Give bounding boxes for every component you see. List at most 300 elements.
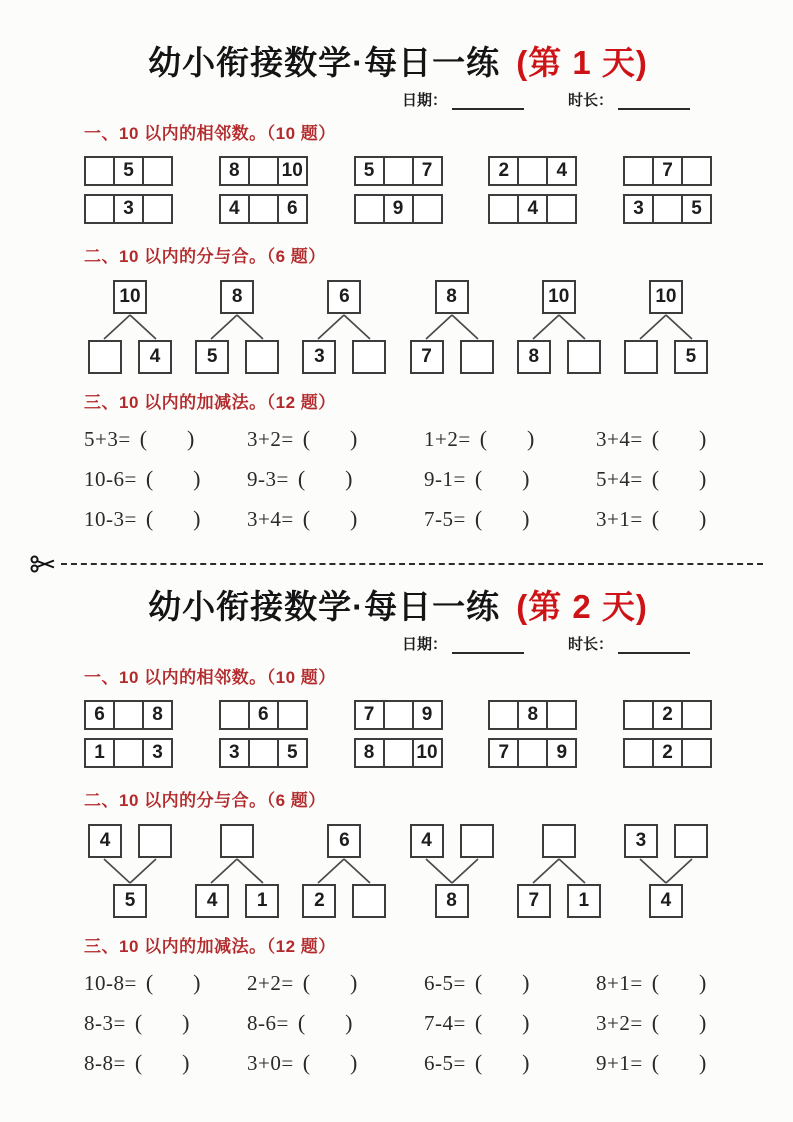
arithmetic-problem [596,506,712,532]
answer-blank[interactable] [659,1023,699,1024]
bond-trees-row [84,824,712,918]
given-number-cell: 3 [142,738,173,768]
expression: 8+1= [596,970,643,995]
paren-close: ) [193,466,201,491]
adjacent-numbers-strip [219,700,308,730]
arithmetic-grid [84,970,712,1076]
blank-answer-box[interactable] [674,824,708,858]
meta-row [84,87,712,110]
answer-blank[interactable] [310,519,350,520]
number-bond-tree [191,280,283,374]
arithmetic-problem [84,1050,247,1076]
paren-close: ) [522,1050,530,1075]
paren-close: ) [182,1050,190,1075]
adjacent-numbers-strip [219,738,308,768]
given-number-box: 1 [245,884,279,918]
given-number-box: 8 [435,884,469,918]
arithmetic-problem [424,466,596,492]
expression: 10-8= [84,970,137,995]
arithmetic-problem [596,1010,712,1036]
paren-close: ) [699,466,707,491]
tree-box-row [620,280,712,314]
adjacent-numbers-strip [84,156,173,186]
blank-answer-cell[interactable] [652,194,683,224]
arithmetic-problem [247,1010,424,1036]
blank-answer-cell[interactable] [546,194,577,224]
answer-blank[interactable] [305,479,345,480]
given-number-box: 10 [113,280,147,314]
paren-open: ( [145,506,154,531]
tree-box-row [191,884,283,918]
number-bond-tree [298,824,390,918]
blank-answer-box[interactable] [138,824,172,858]
neighbors-grid [84,156,712,224]
paren-open: ( [302,426,311,451]
answer-blank[interactable] [659,983,699,984]
number-bond-tree [406,824,498,918]
paren-open: ( [651,506,660,531]
paren-open: ( [134,1050,143,1075]
arithmetic-problem [424,1010,596,1036]
arithmetic-problem [596,466,712,492]
neighbors-row [84,156,712,186]
answer-blank[interactable] [153,983,193,984]
blank-answer-cell[interactable] [623,700,654,730]
date-label: 日期： [401,636,447,653]
blank-answer-cell[interactable] [354,194,385,224]
given-number-box: 5 [674,340,708,374]
given-number-box: 4 [88,824,122,858]
blank-answer-cell[interactable] [113,700,144,730]
adjacent-numbers-strip [623,738,712,768]
bond-connector-lines [406,314,498,340]
given-number-box: 8 [435,280,469,314]
paren-open: ( [651,970,660,995]
given-number-cell: 4 [517,194,548,224]
duration-blank-line[interactable] [618,639,690,654]
adjacent-numbers-strip [354,738,443,768]
given-number-cell: 2 [652,700,683,730]
arithmetic-problem [84,970,247,996]
given-number-box: 10 [649,280,683,314]
arithmetic-problem [84,466,247,492]
answer-blank[interactable] [482,1063,522,1064]
expression: 3+2= [596,1010,643,1035]
expression: 7-4= [424,1010,466,1035]
arithmetic-problem [596,426,712,452]
given-number-cell: 4 [546,156,577,186]
bond-trees-row [84,280,712,374]
given-number-cell: 10 [277,156,308,186]
blank-answer-cell[interactable] [142,156,173,186]
blank-answer-cell[interactable] [488,194,519,224]
bond-connector-lines [406,858,498,884]
given-number-cell: 7 [412,156,443,186]
adjacent-numbers-strip [84,700,173,730]
tree-box-row [84,340,176,374]
arithmetic-problem [424,506,596,532]
paren-close: ) [350,426,358,451]
blank-answer-cell[interactable] [248,156,279,186]
expression: 8-3= [84,1010,126,1035]
paren-close: ) [350,970,358,995]
adjacent-numbers-strip [84,194,173,224]
worksheet-day-1 [84,42,712,532]
paren-close: ) [522,466,530,491]
given-number-cell: 2 [488,156,519,186]
paren-open: ( [302,506,311,531]
given-number-cell: 6 [277,194,308,224]
bond-connector-lines [620,314,712,340]
bond-connector-lines [84,858,176,884]
expression: 8-8= [84,1050,126,1075]
answer-blank[interactable] [482,983,522,984]
meta-row [84,631,712,654]
paren-open: ( [651,426,660,451]
blank-answer-cell[interactable] [623,738,654,768]
blank-answer-cell[interactable] [84,194,115,224]
blank-answer-cell[interactable] [248,738,279,768]
answer-blank[interactable] [659,1063,699,1064]
given-number-box: 1 [567,884,601,918]
paren-close: ) [522,1010,530,1035]
blank-answer-cell[interactable] [517,738,548,768]
number-bond-tree [406,280,498,374]
blank-answer-cell[interactable] [248,194,279,224]
paren-close: ) [699,970,707,995]
answer-blank[interactable] [482,479,522,480]
paren-open: ( [474,1010,483,1035]
expression: 9-1= [424,466,466,491]
paren-open: ( [302,970,311,995]
answer-blank[interactable] [153,519,193,520]
day-number-label: (第 1 天) [516,44,648,81]
bond-connector-lines [84,314,176,340]
answer-blank[interactable] [659,479,699,480]
adjacent-numbers-strip [488,156,577,186]
worksheet-title [84,42,712,84]
expression: 10-3= [84,506,137,531]
given-number-box: 4 [195,884,229,918]
expression: 6-5= [424,970,466,995]
cut-divider [30,554,763,574]
tree-box-row [191,340,283,374]
section-neighbors-heading: 一、10 以内的相邻数。（10 题） [84,668,336,687]
expression: 3+4= [596,426,643,451]
number-bond-tree [298,280,390,374]
given-number-cell: 9 [412,700,443,730]
tree-box-row [84,884,176,918]
paren-close: ) [350,1050,358,1075]
given-number-cell: 5 [113,156,144,186]
adjacent-numbers-strip [488,700,577,730]
neighbors-grid [84,700,712,768]
blank-answer-cell[interactable] [681,738,712,768]
given-number-box: 2 [302,884,336,918]
expression: 1+2= [424,426,471,451]
paren-open: ( [474,970,483,995]
given-number-cell: 7 [488,738,519,768]
bond-connector-lines [298,314,390,340]
paren-close: ) [193,506,201,531]
adjacent-numbers-strip [84,738,173,768]
neighbors-row [84,738,712,768]
paren-close: ) [187,426,195,451]
adjacent-numbers-strip [219,156,308,186]
expression: 3+0= [247,1050,294,1075]
paren-open: ( [651,466,660,491]
given-number-cell: 3 [113,194,144,224]
given-number-cell: 8 [517,700,548,730]
given-number-box: 7 [410,340,444,374]
arithmetic-problem [596,970,712,996]
answer-blank[interactable] [142,1063,182,1064]
answer-blank[interactable] [305,1023,345,1024]
blank-answer-cell[interactable] [142,194,173,224]
blank-answer-box[interactable] [352,884,386,918]
arithmetic-problem [424,426,596,452]
tree-box-row [191,280,283,314]
tree-box-row [84,280,176,314]
arithmetic-problem [424,970,596,996]
blank-answer-cell[interactable] [623,156,654,186]
paren-open: ( [145,466,154,491]
answer-blank[interactable] [310,983,350,984]
given-number-box: 5 [113,884,147,918]
given-number-box: 8 [517,340,551,374]
scissors-icon [30,554,56,574]
arithmetic-problem [247,1050,424,1076]
given-number-cell: 8 [219,156,250,186]
paren-open: ( [651,1010,660,1035]
expression: 2+2= [247,970,294,995]
number-bond-tree [513,824,605,918]
section-arithmetic-heading: 三、10 以内的加减法。（12 题） [84,393,336,412]
tree-box-row [298,280,390,314]
answer-blank[interactable] [142,1023,182,1024]
answer-blank[interactable] [310,439,350,440]
tree-box-row [513,884,605,918]
given-number-cell: 5 [681,194,712,224]
given-number-box: 3 [624,824,658,858]
number-bond-tree [513,280,605,374]
arithmetic-problem [247,466,424,492]
number-bond-tree [620,280,712,374]
given-number-cell: 5 [354,156,385,186]
blank-answer-cell[interactable] [277,700,308,730]
expression: 6-5= [424,1050,466,1075]
section-decompose-heading: 二、10 以内的分与合。（6 题） [84,247,326,266]
blank-answer-box[interactable] [567,340,601,374]
tree-box-row [298,824,390,858]
given-number-cell: 10 [412,738,443,768]
duration-label: 时长： [567,92,613,109]
given-number-box: 4 [138,340,172,374]
paren-open: ( [297,466,306,491]
paren-close: ) [699,506,707,531]
adjacent-numbers-strip [354,700,443,730]
day-number-label: (第 2 天) [516,588,648,625]
neighbors-row [84,700,712,730]
tree-box-row [406,824,498,858]
blank-answer-cell[interactable] [546,700,577,730]
paren-open: ( [139,426,148,451]
section-arithmetic-heading: 三、10 以内的加减法。（12 题） [84,937,336,956]
blank-answer-cell[interactable] [113,738,144,768]
given-number-cell: 6 [84,700,115,730]
adjacent-numbers-strip [488,738,577,768]
worksheet-title [84,586,712,628]
expression: 7-5= [424,506,466,531]
date-blank-line[interactable] [452,95,524,110]
arithmetic-problem [84,506,247,532]
bond-connector-lines [191,314,283,340]
blank-answer-cell[interactable] [383,700,414,730]
blank-answer-cell[interactable] [84,156,115,186]
duration-blank-line[interactable] [618,95,690,110]
title-text: 幼小衔接数学·每日一练 [148,44,501,81]
arithmetic-problem [84,1010,247,1036]
tree-box-row [513,340,605,374]
expression: 3+4= [247,506,294,531]
given-number-box: 4 [410,824,444,858]
worksheet-day-2 [84,586,712,1076]
tree-box-row [298,340,390,374]
given-number-cell: 3 [219,738,250,768]
blank-answer-box[interactable] [460,340,494,374]
blank-answer-cell[interactable] [383,738,414,768]
bond-connector-lines [620,858,712,884]
blank-answer-cell[interactable] [383,156,414,186]
tree-box-row [191,824,283,858]
blank-answer-cell[interactable] [517,156,548,186]
answer-blank[interactable] [482,519,522,520]
given-number-cell: 6 [248,700,279,730]
given-number-box: 7 [517,884,551,918]
given-number-box: 3 [302,340,336,374]
paren-close: ) [522,506,530,531]
dashed-cut-line [61,563,763,565]
number-bond-tree [620,824,712,918]
adjacent-numbers-strip [623,156,712,186]
given-number-cell: 3 [623,194,654,224]
tree-box-row [406,884,498,918]
expression: 9+1= [596,1050,643,1075]
section-neighbors-heading: 一、10 以内的相邻数。（10 题） [84,124,336,143]
arithmetic-problem [247,970,424,996]
paren-close: ) [699,1050,707,1075]
blank-answer-cell[interactable] [412,194,443,224]
given-number-box: 8 [220,280,254,314]
answer-blank[interactable] [659,439,699,440]
paren-close: ) [182,1010,190,1035]
given-number-box: 10 [542,280,576,314]
paren-close: ) [345,466,353,491]
arithmetic-problem [247,426,424,452]
blank-answer-box[interactable] [88,340,122,374]
arithmetic-problem [424,1050,596,1076]
blank-answer-cell[interactable] [681,156,712,186]
arithmetic-problem [84,426,247,452]
tree-box-row [620,824,712,858]
paren-close: ) [699,1010,707,1035]
expression: 5+4= [596,466,643,491]
blank-answer-cell[interactable] [681,700,712,730]
adjacent-numbers-strip [488,194,577,224]
paren-open: ( [302,1050,311,1075]
paren-open: ( [479,426,488,451]
blank-answer-box[interactable] [220,824,254,858]
date-blank-line[interactable] [452,639,524,654]
adjacent-numbers-strip [623,194,712,224]
answer-blank[interactable] [310,1063,350,1064]
paren-close: ) [527,426,535,451]
arithmetic-grid [84,426,712,532]
given-number-cell: 1 [84,738,115,768]
title-text: 幼小衔接数学·每日一练 [148,588,501,625]
paren-close: ) [345,1010,353,1035]
blank-answer-box[interactable] [352,340,386,374]
tree-box-row [513,824,605,858]
given-number-cell: 5 [277,738,308,768]
arithmetic-problem [596,1050,712,1076]
blank-answer-cell[interactable] [488,700,519,730]
given-number-box: 6 [327,280,361,314]
given-number-cell: 8 [354,738,385,768]
expression: 9-3= [247,466,289,491]
paren-open: ( [297,1010,306,1035]
given-number-cell: 8 [142,700,173,730]
adjacent-numbers-strip [623,700,712,730]
expression: 5+3= [84,426,131,451]
blank-answer-box[interactable] [245,340,279,374]
bond-connector-lines [298,858,390,884]
answer-blank[interactable] [153,479,193,480]
tree-box-row [84,824,176,858]
given-number-box: 5 [195,340,229,374]
paren-close: ) [522,970,530,995]
date-field [402,87,524,110]
paren-open: ( [474,466,483,491]
blank-answer-box[interactable] [542,824,576,858]
number-bond-tree [191,824,283,918]
tree-box-row [298,884,390,918]
arithmetic-problem [247,506,424,532]
paren-close: ) [350,506,358,531]
bond-connector-lines [191,858,283,884]
tree-box-row [620,884,712,918]
duration-field [568,631,690,654]
blank-answer-box[interactable] [460,824,494,858]
tree-box-row [406,280,498,314]
given-number-cell: 7 [354,700,385,730]
answer-blank[interactable] [487,439,527,440]
neighbors-row [84,194,712,224]
answer-blank[interactable] [147,439,187,440]
paren-open: ( [474,506,483,531]
blank-answer-box[interactable] [624,340,658,374]
section-decompose-heading: 二、10 以内的分与合。（6 题） [84,791,326,810]
adjacent-numbers-strip [354,194,443,224]
tree-box-row [406,340,498,374]
duration-label: 时长： [567,636,613,653]
blank-answer-cell[interactable] [219,700,250,730]
expression: 8-6= [247,1010,289,1035]
answer-blank[interactable] [482,1023,522,1024]
answer-blank[interactable] [659,519,699,520]
paren-open: ( [651,1050,660,1075]
given-number-cell: 7 [652,156,683,186]
